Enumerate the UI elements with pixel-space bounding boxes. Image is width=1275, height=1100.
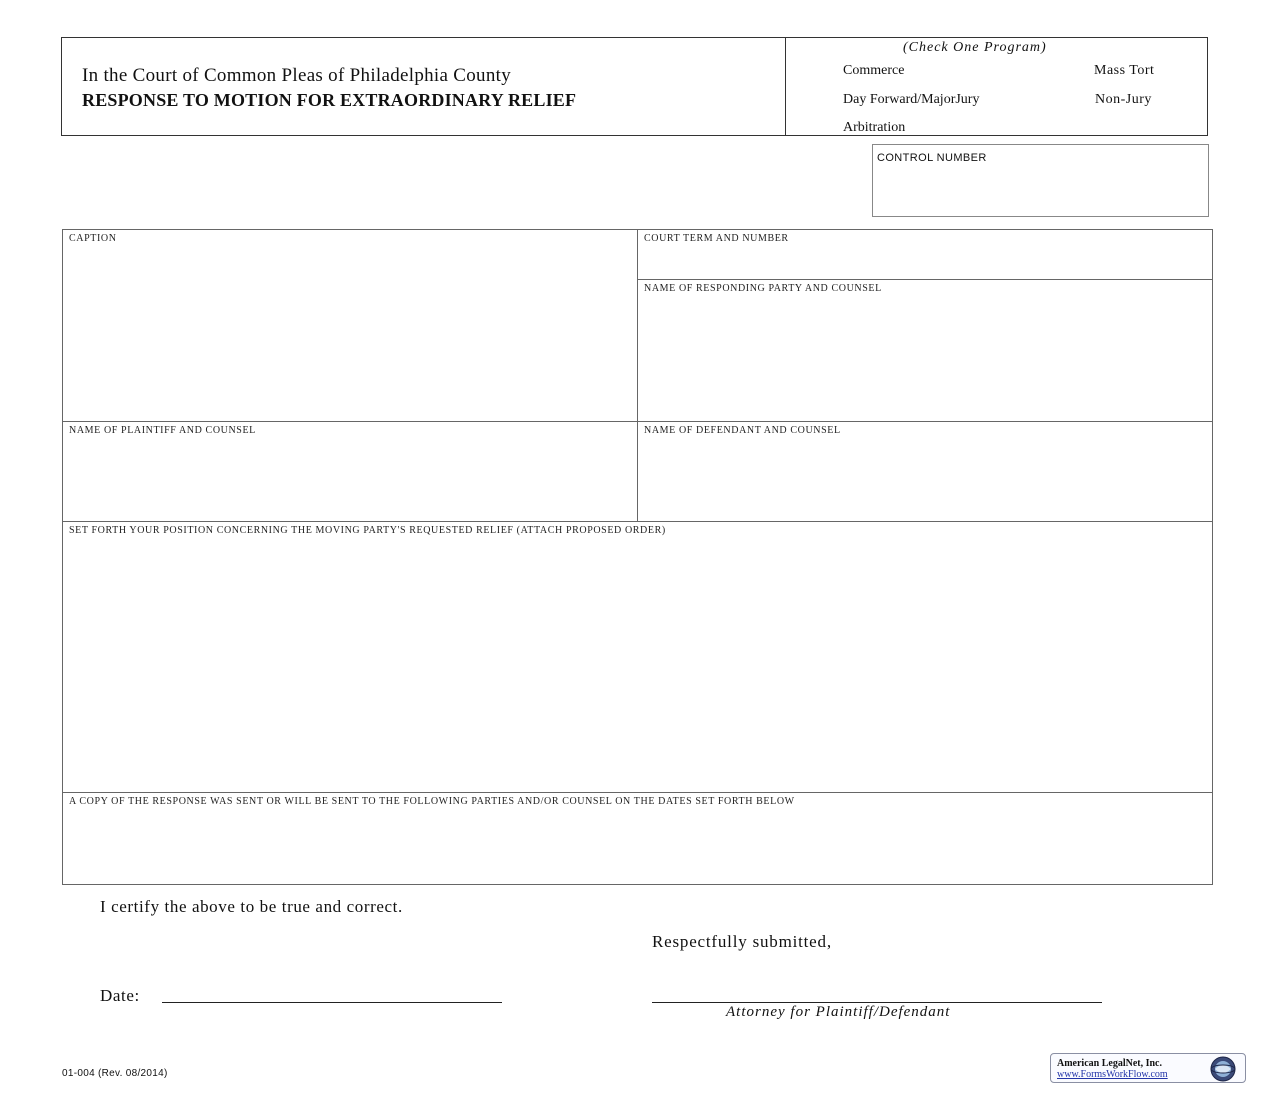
- court-term-label: COURT TERM AND NUMBER: [644, 233, 789, 244]
- globe-icon: [1209, 1055, 1237, 1083]
- court-term-field[interactable]: [637, 229, 1213, 280]
- program-option-mass-tort[interactable]: Mass Tort: [1094, 63, 1155, 78]
- control-number-box[interactable]: [872, 144, 1209, 217]
- control-number-label: CONTROL NUMBER: [877, 152, 987, 164]
- defendant-field[interactable]: [637, 421, 1213, 522]
- date-line[interactable]: [162, 1002, 502, 1003]
- header-box: [61, 37, 1208, 136]
- caption-field[interactable]: [62, 229, 638, 422]
- form-title: RESPONSE TO MOTION FOR EXTRAORDINARY RELIEF: [82, 90, 577, 110]
- publisher-name: American LegalNet, Inc.: [1057, 1058, 1162, 1069]
- publisher-url[interactable]: www.FormsWorkFlow.com: [1057, 1069, 1168, 1080]
- responding-party-label: NAME OF RESPONDING PARTY AND COUNSEL: [644, 283, 882, 294]
- program-option-arbitration[interactable]: Arbitration: [843, 120, 906, 135]
- position-field[interactable]: [62, 521, 1213, 793]
- position-label: SET FORTH YOUR POSITION CONCERNING THE MOVING PARTY'S REQUESTED RELIEF (ATTACH PROPOSED ORDER): [69, 525, 666, 536]
- program-option-day-forward[interactable]: Day Forward/MajorJury: [843, 92, 980, 107]
- plaintiff-field[interactable]: [62, 421, 638, 522]
- form-number: 01-004 (Rev. 08/2014): [62, 1068, 168, 1079]
- publisher-badge: [1050, 1053, 1246, 1083]
- court-name: In the Court of Common Pleas of Philadelphia County: [82, 65, 512, 86]
- program-option-commerce[interactable]: Commerce: [843, 63, 905, 78]
- copy-sent-label: A COPY OF THE RESPONSE WAS SENT OR WILL BE SENT TO THE FOLLOWING PARTIES AND/OR COUNSEL ON THE DATES SET FORTH BELOW: [69, 796, 795, 807]
- header-divider: [785, 38, 786, 135]
- signature-line[interactable]: [652, 1002, 1102, 1003]
- program-option-non-jury[interactable]: Non-Jury: [1095, 92, 1152, 107]
- date-label: Date:: [100, 986, 140, 1005]
- copy-sent-field[interactable]: [62, 792, 1213, 885]
- respectfully-submitted: Respectfully submitted,: [652, 932, 832, 951]
- defendant-label: NAME OF DEFENDANT AND COUNSEL: [644, 425, 841, 436]
- responding-party-field[interactable]: [637, 279, 1213, 422]
- certification-statement: I certify the above to be true and correct.: [100, 897, 403, 916]
- plaintiff-label: NAME OF PLAINTIFF AND COUNSEL: [69, 425, 256, 436]
- program-heading: (Check One Program): [903, 40, 1047, 55]
- caption-label: CAPTION: [69, 233, 117, 244]
- form-grid: [62, 229, 1213, 885]
- signature-caption: Attorney for Plaintiff/Defendant: [726, 1004, 951, 1020]
